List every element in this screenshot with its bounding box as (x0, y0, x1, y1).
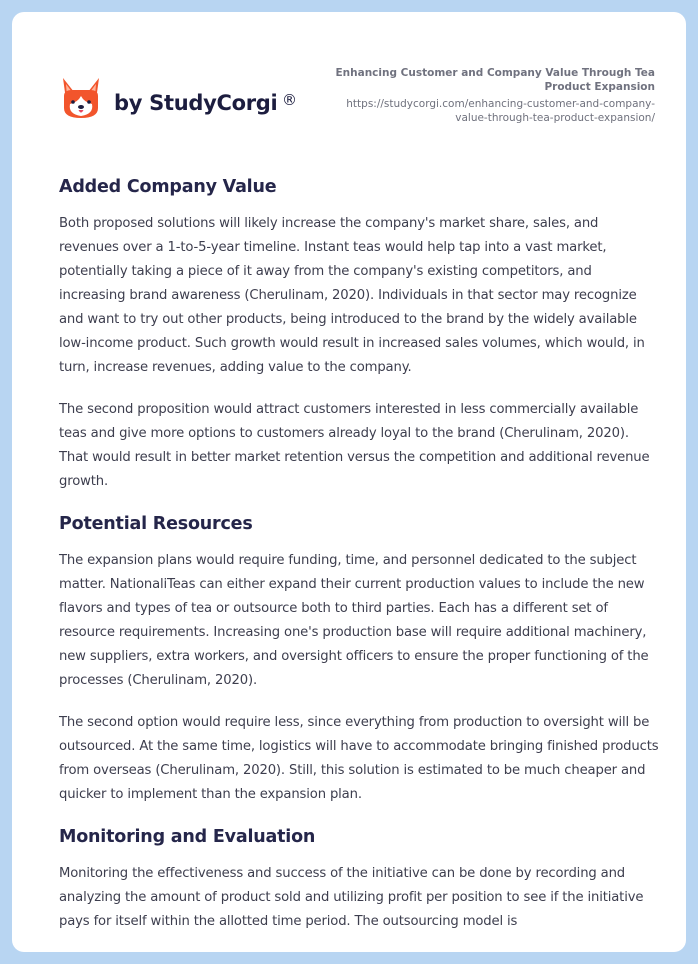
section-potential-resources (59, 512, 659, 807)
studycorgi-logo[interactable] (60, 76, 297, 122)
section-added-company-value (59, 175, 659, 494)
section-heading: Potential Resources (59, 514, 253, 534)
document-header (12, 12, 686, 152)
paragraph: The second proposition would attract customers interested in less commercially available teas and give more options to customers already loyal to the brand (Cherulinam, 2020). That would result in better market retention versus the competition and additional revenue growth. (59, 402, 650, 489)
section-heading: Monitoring and Evaluation (59, 827, 316, 847)
paragraph: Monitoring the effectiveness and success of the initiative can be done by recording and analyzing the amount of product sold and utilizing profit per position to see if the initiative pays for itself within the allotted time period. The outsourcing model is (59, 866, 644, 929)
document-url[interactable]: https://studycorgi.com/enhancing-customer-and-company-value-through-tea-product-expansion/ (346, 98, 655, 124)
paragraph: Both proposed solutions will likely increase the company's market share, sales, and revenues over a 1-to-5-year timeline. Instant teas would help tap into a vast market, potentially taking a piece of it away from the company's existing competitors, and increasing brand awareness (Cherulinam, 2020). Individuals in that sector may recognize and want to try out other products, being introduced to the brand by the widely available low-income product. Such growth would result in increased sales volumes, which would, in turn, increase revenues, adding value to the company. (59, 216, 645, 375)
corgi-logo-icon (60, 76, 102, 122)
document-card (12, 12, 686, 952)
brand-name: by StudyCorgi (114, 91, 278, 115)
document-meta (315, 66, 655, 125)
section-heading: Added Company Value (59, 177, 277, 197)
section-monitoring-and-evaluation (59, 825, 659, 934)
paragraph: The expansion plans would require funding, time, and personnel dedicated to the subject matter. NationaliTeas can either expand their current production values to include the new flavors and types of tea or outsource both to third parties. Each has a different set of resource requirements. Increasing one's production base will require additional machinery, new suppliers, extra workers, and oversight officers to ensure the proper functioning of the processes (Cherulinam, 2020). (59, 553, 649, 688)
registered-mark: ® (282, 91, 297, 109)
document-body (59, 175, 659, 952)
paragraph: The second option would require less, since everything from production to oversight will be outsourced. At the same time, logistics will have to accommodate bringing finished products from overseas (Cherulinam, 2020). Still, this solution is estimated to be much cheaper and quicker to implement than the expansion plan. (59, 715, 659, 802)
document-title: Enhancing Customer and Company Value Through Tea Product Expansion (335, 67, 655, 93)
